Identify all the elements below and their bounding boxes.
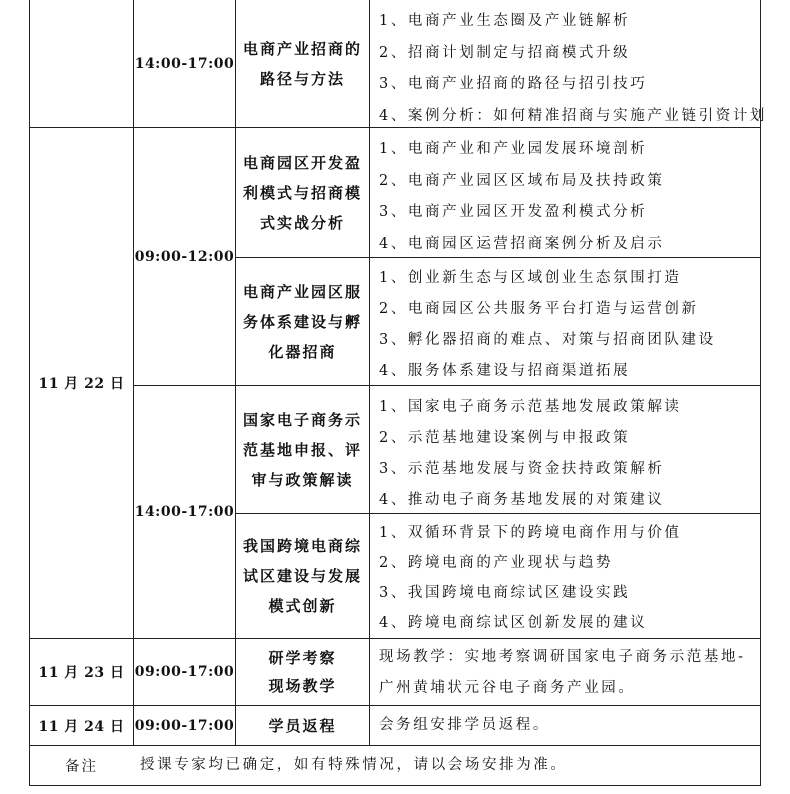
row-content: 现场教学：实地考察调研国家电子商务示范基地-广州黄埔状元谷电子商务产业园。 [379, 649, 746, 696]
session-time: 09:00-17:00 [134, 664, 235, 680]
list-item: 2、电商园区公共服务平台打造与运营创新 [379, 301, 699, 317]
session-time: 09:00-17:00 [134, 717, 235, 734]
list-item: 3、我国跨境电商综试区建设实践 [379, 585, 631, 601]
list-item: 4、推动电子商务基地发展的对策建议 [379, 492, 665, 508]
rule-row-4-bottom [29, 745, 761, 746]
list-item: 4、电商园区运营招商案例分析及启示 [379, 236, 665, 252]
list-item: 1、电商产业和产业园发展环境剖析 [379, 141, 648, 157]
list-item: 2、电商产业园区区域布局及扶持政策 [379, 173, 665, 189]
session-topic: 国家电子商务示范基地申报、评审与政策解读 [242, 410, 362, 489]
list-item: 2、招商计划制定与招商模式升级 [379, 45, 631, 61]
list-item: 3、孵化器招商的难点、对策与招商团队建设 [379, 332, 716, 348]
list-item: 3、电商产业招商的路径与招引技巧 [379, 76, 648, 92]
list-item: 3、示范基地发展与资金扶持政策解析 [379, 461, 665, 477]
topic-line: 研学考察 [268, 649, 337, 667]
session-topic [236, 639, 369, 705]
list-item: 1、国家电子商务示范基地发展政策解读 [379, 399, 682, 415]
session-topic: 我国跨境电商综试区建设与发展模式创新 [242, 537, 362, 615]
list-item: 4、跨境电商综试区创新发展的建议 [379, 615, 648, 631]
topic-line: 现场教学 [268, 677, 337, 695]
session-topic: 电商产业招商的路径与方法 [242, 39, 362, 88]
list-item: 1、创业新生态与区域创业生态氛围打造 [379, 270, 682, 286]
row-content: 会务组安排学员返程。 [379, 717, 550, 733]
list-item: 4、服务体系建设与招商渠道拓展 [379, 363, 631, 379]
date-cell: 11 月 22 日 [38, 376, 125, 392]
list-item: 1、电商产业生态圈及产业链解析 [379, 13, 631, 29]
date-cell: 11 月 23 日 [38, 665, 125, 681]
list-item: 2、跨境电商的产业现状与趋势 [379, 555, 614, 571]
rule-table-bottom [29, 785, 761, 786]
session-topic: 电商园区开发盈利模式与招商模式实战分析 [242, 153, 362, 232]
list-item: 3、电商产业园区开发盈利模式分析 [379, 204, 648, 220]
list-item: 1、双循环背景下的跨境电商作用与价值 [379, 525, 682, 541]
list-item: 4、案例分析：如何精准招商与实施产业链引资计划 [379, 108, 768, 124]
session-topic: 电商产业园区服务体系建设与孵化器招商 [242, 282, 362, 361]
remarks-label: 备注 [65, 759, 98, 775]
date-cell: 11 月 24 日 [38, 718, 125, 735]
session-topic: 学员返程 [268, 716, 337, 735]
list-item: 2、示范基地建设案例与申报政策 [379, 430, 631, 446]
remarks-content: 授课专家均已确定，如有特殊情况，请以会场安排为准。 [140, 757, 568, 773]
session-time: 09:00-12:00 [134, 248, 235, 265]
rule-topic-col [369, 0, 370, 746]
session-time: 14:00-17:00 [134, 504, 235, 520]
session-time: 14:00-17:00 [134, 55, 235, 72]
